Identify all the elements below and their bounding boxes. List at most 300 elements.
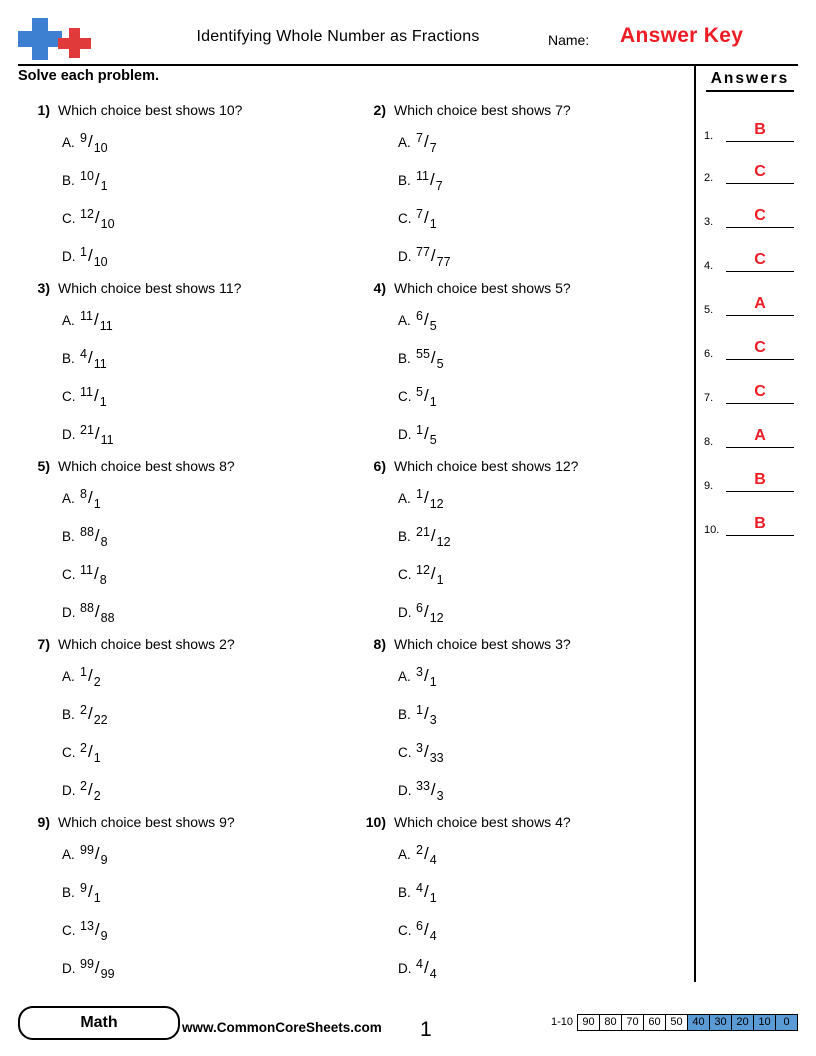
fraction-denominator: 9 [100, 853, 108, 867]
choice-letter: C. [62, 211, 76, 226]
fraction-slash: / [94, 602, 100, 621]
choice-option[interactable] [62, 779, 101, 803]
fraction-denominator: 1 [429, 395, 437, 409]
choice-option[interactable] [398, 843, 437, 867]
answer-row [704, 378, 794, 404]
fraction-denominator: 1 [93, 751, 101, 765]
choice-letter: D. [398, 961, 412, 976]
fraction-slash: / [423, 602, 429, 621]
choice-option[interactable] [398, 385, 437, 409]
problem-question: Which choice best shows 8? [58, 458, 235, 474]
answer-row [704, 202, 794, 228]
page-title: Identifying Whole Number as Fractions [196, 28, 480, 45]
choice-letter: C. [62, 923, 76, 938]
fraction-denominator: 5 [436, 357, 444, 371]
choice-option[interactable] [398, 309, 437, 333]
choice-option[interactable] [62, 385, 107, 409]
fraction-denominator: 11 [99, 319, 113, 333]
answer-number: 2. [704, 172, 714, 184]
fraction [80, 741, 101, 765]
choice-letter: A. [62, 669, 75, 684]
answer-row [704, 158, 794, 184]
fraction-slash: / [423, 424, 429, 443]
choice-letter: A. [398, 135, 411, 150]
fraction [80, 347, 107, 371]
fraction-denominator: 1 [93, 891, 101, 905]
fraction-denominator: 2 [93, 789, 101, 803]
fraction-slash: / [94, 526, 100, 545]
choice-letter: B. [398, 885, 411, 900]
fraction-numerator: 6 [416, 601, 423, 615]
fraction-slash: / [423, 704, 429, 723]
choice-option[interactable] [398, 563, 444, 587]
commoncoresheets-logo-icon [18, 18, 92, 64]
choice-option[interactable] [62, 169, 108, 193]
choice-option[interactable] [398, 487, 444, 511]
problem-question: Which choice best shows 4? [394, 814, 571, 830]
fraction-denominator: 9 [100, 929, 108, 943]
choice-letter: C. [62, 745, 76, 760]
problem-number: 1) [37, 102, 50, 118]
fraction-numerator: 1 [416, 487, 423, 501]
choice-option[interactable] [398, 423, 437, 447]
fraction-numerator: 7 [416, 131, 423, 145]
fraction [80, 843, 108, 867]
choice-option[interactable] [398, 245, 451, 269]
choice-option[interactable] [62, 347, 107, 371]
fraction-denominator: 10 [93, 255, 108, 269]
fraction [80, 957, 115, 981]
answer-key-label: Answer Key [620, 24, 744, 47]
fraction [80, 563, 107, 587]
fraction-denominator: 99 [100, 967, 115, 981]
choice-letter: A. [398, 847, 411, 862]
fraction-numerator: 2 [80, 703, 87, 717]
fraction-slash: / [430, 526, 436, 545]
fraction-numerator: 1 [416, 423, 423, 437]
fraction-numerator: 11 [80, 309, 93, 323]
fraction-slash: / [423, 666, 429, 685]
problem-question: Which choice best shows 10? [58, 102, 243, 118]
choice-letter: D. [62, 605, 76, 620]
fraction-numerator: 12 [416, 563, 430, 577]
choice-letter: C. [398, 923, 412, 938]
choice-option[interactable] [62, 309, 113, 333]
answer-number: 10. [704, 524, 720, 536]
fraction-numerator: 21 [80, 423, 94, 437]
fraction-numerator: 33 [416, 779, 430, 793]
fraction-denominator: 10 [100, 217, 115, 231]
fraction-numerator: 6 [416, 919, 423, 933]
choice-letter: B. [398, 351, 411, 366]
choice-option[interactable] [62, 919, 108, 943]
fraction [416, 741, 444, 765]
choice-letter: C. [398, 745, 412, 760]
fraction-slash: / [423, 488, 429, 507]
fraction-numerator: 55 [416, 347, 430, 361]
fraction-numerator: 11 [80, 563, 93, 577]
choice-option[interactable] [62, 843, 108, 867]
choice-option[interactable] [62, 957, 115, 981]
fraction-slash: / [93, 386, 99, 405]
fraction-denominator: 11 [93, 357, 107, 371]
problem-number: 5) [37, 458, 50, 474]
choice-letter: C. [398, 211, 412, 226]
answer-number: 8. [704, 436, 714, 448]
problem-question: Which choice best shows 3? [394, 636, 571, 652]
scale-range-label: 1-10 [550, 1016, 573, 1028]
subject-badge [18, 1006, 180, 1040]
fraction-numerator: 4 [416, 957, 423, 971]
fraction-slash: / [423, 132, 429, 151]
choice-letter: A. [62, 135, 75, 150]
fraction [80, 601, 115, 625]
choice-letter: A. [398, 491, 411, 506]
fraction [416, 563, 444, 587]
problem-number: 2) [373, 102, 386, 118]
fraction-denominator: 1 [99, 395, 107, 409]
fraction-denominator: 12 [429, 497, 444, 511]
scale-cell-highlighted: 20 [731, 1014, 753, 1031]
fraction [416, 385, 437, 409]
choice-option[interactable] [62, 207, 115, 231]
answer-row [704, 422, 794, 448]
fraction-denominator: 4 [429, 967, 437, 981]
fraction-slash: / [423, 920, 429, 939]
name-label: Name: [548, 32, 590, 48]
fraction-numerator: 11 [416, 169, 429, 183]
choice-option[interactable] [398, 957, 437, 981]
answer-value: A [754, 295, 766, 312]
answer-row [704, 334, 794, 360]
fraction [416, 881, 437, 905]
fraction [80, 169, 108, 193]
fraction-numerator: 2 [80, 779, 87, 793]
fraction [80, 525, 108, 549]
answer-value: B [754, 121, 766, 138]
scale-cell-highlighted: 30 [709, 1014, 731, 1031]
fraction-slash: / [94, 170, 100, 189]
fraction-numerator: 1 [416, 703, 423, 717]
fraction-denominator: 88 [100, 611, 115, 625]
fraction-numerator: 77 [416, 245, 430, 259]
fraction [416, 309, 437, 333]
fraction [80, 207, 115, 231]
fraction-slash: / [430, 246, 436, 265]
fraction-denominator: 3 [429, 713, 437, 727]
fraction-numerator: 2 [416, 843, 423, 857]
answer-row [704, 290, 794, 316]
problem-number: 7) [37, 636, 50, 652]
instructions-text: Solve each problem. [18, 68, 160, 84]
choice-option[interactable] [62, 525, 108, 549]
choice-option[interactable] [62, 131, 108, 155]
fraction-slash: / [423, 844, 429, 863]
fraction-numerator: 7 [416, 207, 423, 221]
fraction-numerator: 10 [80, 169, 94, 183]
fraction [416, 703, 437, 727]
answer-value: B [754, 515, 766, 532]
fraction-numerator: 88 [80, 601, 94, 615]
choice-letter: D. [398, 605, 412, 620]
answer-number: 5. [704, 304, 714, 316]
choice-option[interactable] [62, 563, 107, 587]
fraction [416, 601, 444, 625]
fraction-denominator: 7 [429, 141, 437, 155]
choice-option[interactable] [398, 169, 443, 193]
choice-letter: A. [398, 669, 411, 684]
problem-number: 4) [373, 280, 386, 296]
choice-option[interactable] [62, 601, 115, 625]
answer-value: C [754, 339, 766, 356]
choice-option[interactable] [62, 423, 114, 447]
problem-question: Which choice best shows 2? [58, 636, 235, 652]
fraction-numerator: 4 [416, 881, 423, 895]
fraction-denominator: 33 [429, 751, 444, 765]
scale-cell-highlighted: 10 [753, 1014, 775, 1031]
choice-option[interactable] [398, 703, 437, 727]
choice-option[interactable] [62, 665, 101, 689]
fraction-slash: / [423, 742, 429, 761]
fraction-numerator: 6 [416, 309, 423, 323]
fraction [416, 919, 437, 943]
choice-letter: A. [62, 847, 75, 862]
fraction [416, 957, 437, 981]
answer-number: 4. [704, 260, 714, 272]
fraction-slash: / [93, 564, 99, 583]
choice-letter: B. [62, 885, 75, 900]
fraction-slash: / [423, 958, 429, 977]
fraction-denominator: 2 [93, 675, 101, 689]
choice-letter: D. [398, 427, 412, 442]
fraction [416, 843, 437, 867]
fraction-slash: / [87, 704, 93, 723]
fraction-slash: / [87, 666, 93, 685]
choice-option[interactable] [62, 703, 108, 727]
fraction-denominator: 1 [429, 891, 437, 905]
fraction-slash: / [93, 310, 99, 329]
fraction-slash: / [429, 170, 435, 189]
choice-option[interactable] [398, 881, 437, 905]
fraction-denominator: 1 [429, 675, 437, 689]
choice-option[interactable] [398, 207, 437, 231]
choice-option[interactable] [62, 487, 101, 511]
subject-label: Math [80, 1014, 118, 1031]
fraction [80, 309, 113, 333]
scale-cell: 50 [665, 1014, 687, 1031]
answer-row [704, 466, 794, 492]
choice-letter: D. [62, 249, 76, 264]
fraction-denominator: 1 [100, 179, 108, 193]
fraction-slash: / [94, 208, 100, 227]
fraction-denominator: 12 [436, 535, 451, 549]
choice-letter: D. [62, 783, 76, 798]
choice-letter: D. [398, 249, 412, 264]
choice-option[interactable] [398, 131, 437, 155]
choice-letter: C. [398, 389, 412, 404]
answer-value: C [754, 207, 766, 224]
fraction-slash: / [87, 742, 93, 761]
fraction-denominator: 1 [436, 573, 444, 587]
fraction-numerator: 99 [80, 843, 94, 857]
answer-number: 3. [704, 216, 714, 228]
fraction-slash: / [423, 882, 429, 901]
fraction-numerator: 88 [80, 525, 94, 539]
answer-number: 7. [704, 392, 714, 404]
choice-letter: A. [62, 313, 75, 328]
scale-cell: 90 [577, 1014, 599, 1031]
fraction [416, 665, 437, 689]
fraction-denominator: 4 [429, 853, 437, 867]
fraction-numerator: 1 [80, 245, 87, 259]
choice-letter: B. [398, 173, 411, 188]
fraction-numerator: 9 [80, 131, 87, 145]
answers-divider [694, 66, 696, 982]
choice-option[interactable] [398, 779, 444, 803]
scale-cell-highlighted: 0 [775, 1014, 798, 1031]
fraction-denominator: 5 [429, 319, 437, 333]
website-url: www.CommonCoreSheets.com [182, 1020, 382, 1035]
answer-number: 1. [704, 130, 714, 142]
fraction [416, 245, 451, 269]
fraction-denominator: 22 [93, 713, 108, 727]
fraction [80, 881, 101, 905]
fraction-slash: / [423, 310, 429, 329]
choice-option[interactable] [62, 741, 101, 765]
scale-cell: 60 [643, 1014, 665, 1031]
choice-letter: D. [62, 961, 76, 976]
choice-letter: B. [62, 707, 75, 722]
fraction-denominator: 5 [429, 433, 437, 447]
fraction [416, 347, 444, 371]
fraction-numerator: 3 [416, 741, 423, 755]
fraction-slash: / [430, 348, 436, 367]
grading-scale [551, 1014, 798, 1031]
choice-letter: D. [62, 427, 76, 442]
fraction-slash: / [94, 424, 100, 443]
fraction-denominator: 7 [435, 179, 443, 193]
page-header [18, 18, 798, 66]
choice-letter: C. [62, 389, 76, 404]
scale-cell: 80 [599, 1014, 621, 1031]
fraction [416, 207, 437, 231]
fraction-denominator: 4 [429, 929, 437, 943]
problem-question: Which choice best shows 11? [58, 280, 242, 296]
fraction-numerator: 9 [80, 881, 87, 895]
fraction-numerator: 8 [80, 487, 87, 501]
fraction-slash: / [87, 882, 93, 901]
fraction [416, 169, 443, 193]
answer-value: C [754, 251, 766, 268]
fraction [416, 525, 451, 549]
fraction [80, 487, 101, 511]
choice-option[interactable] [62, 881, 101, 905]
fraction [416, 779, 444, 803]
fraction-slash: / [430, 564, 436, 583]
fraction-denominator: 10 [93, 141, 108, 155]
problem-number: 3) [37, 280, 50, 296]
answer-row [704, 510, 794, 536]
fraction-slash: / [87, 488, 93, 507]
fraction-slash: / [87, 246, 93, 265]
choice-letter: C. [398, 567, 412, 582]
fraction [80, 919, 108, 943]
answer-value: C [754, 163, 766, 180]
fraction-slash: / [423, 208, 429, 227]
answer-row [704, 246, 794, 272]
choice-letter: A. [62, 491, 75, 506]
fraction-denominator: 1 [429, 217, 437, 231]
fraction [416, 131, 437, 155]
choice-option[interactable] [398, 347, 444, 371]
choice-option[interactable] [398, 919, 437, 943]
fraction-denominator: 8 [99, 573, 107, 587]
fraction-numerator: 21 [416, 525, 430, 539]
fraction-slash: / [94, 844, 100, 863]
fraction-denominator: 8 [100, 535, 108, 549]
problem-number: 9) [37, 814, 50, 830]
answer-value: C [754, 383, 766, 400]
answer-value: B [754, 471, 766, 488]
choice-letter: B. [398, 529, 411, 544]
fraction-denominator: 11 [100, 433, 114, 447]
fraction-numerator: 1 [80, 665, 87, 679]
fraction-slash: / [430, 780, 436, 799]
choice-letter: B. [398, 707, 411, 722]
fraction-numerator: 99 [80, 957, 94, 971]
header-divider [18, 64, 798, 66]
answer-row [704, 116, 794, 142]
scale-cell-highlighted: 40 [687, 1014, 709, 1031]
fraction-numerator: 11 [80, 385, 93, 399]
answer-number: 6. [704, 348, 714, 360]
problem-number: 6) [373, 458, 386, 474]
choice-option[interactable] [398, 601, 444, 625]
fraction-slash: / [87, 348, 93, 367]
choice-option[interactable] [398, 525, 451, 549]
fraction-denominator: 3 [436, 789, 444, 803]
problem-number: 10) [365, 814, 386, 830]
fraction-slash: / [87, 780, 93, 799]
scale-cell: 70 [621, 1014, 643, 1031]
fraction-denominator: 1 [93, 497, 101, 511]
fraction-denominator: 12 [429, 611, 444, 625]
choice-option[interactable] [398, 665, 437, 689]
fraction [416, 423, 437, 447]
fraction-slash: / [423, 386, 429, 405]
fraction-numerator: 4 [80, 347, 87, 361]
fraction-numerator: 3 [416, 665, 423, 679]
fraction-slash: / [87, 132, 93, 151]
answers-heading: Answers [706, 70, 794, 92]
fraction [80, 245, 108, 269]
fraction [80, 131, 108, 155]
choice-option[interactable] [62, 245, 108, 269]
fraction [80, 703, 108, 727]
choice-option[interactable] [398, 741, 444, 765]
fraction-numerator: 5 [416, 385, 423, 399]
fraction-slash: / [94, 920, 100, 939]
fraction-denominator: 77 [436, 255, 451, 269]
choice-letter: D. [398, 783, 412, 798]
answer-number: 9. [704, 480, 714, 492]
choice-letter: B. [62, 351, 75, 366]
choice-letter: B. [62, 529, 75, 544]
fraction [416, 487, 444, 511]
problem-question: Which choice best shows 7? [394, 102, 571, 118]
fraction-numerator: 12 [80, 207, 94, 221]
fraction-numerator: 13 [80, 919, 94, 933]
